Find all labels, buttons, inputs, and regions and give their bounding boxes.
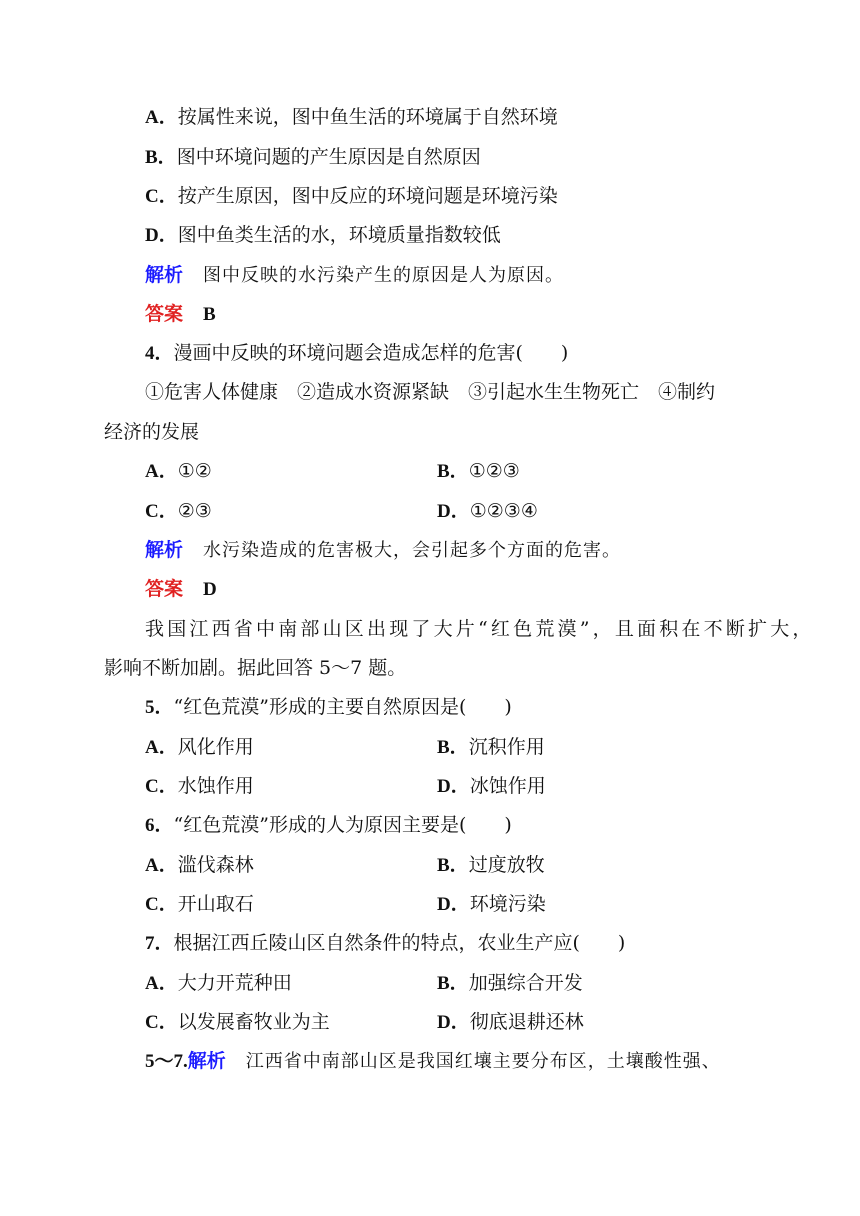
q4-options-row1 — [145, 458, 765, 485]
analysis-label: 解析 — [187, 1050, 226, 1072]
option-text: 开山取石 — [177, 893, 254, 915]
question-text: “红色荒漠”形成的人为原因主要是( ) — [173, 814, 512, 836]
answer-value: D — [203, 579, 217, 600]
option-text: 图中环境问题的产生原因是自然原因 — [176, 146, 481, 168]
q3-answer — [145, 301, 216, 328]
q4-items-line2 — [104, 419, 199, 445]
option-label: A． — [145, 107, 178, 128]
option-text: 环境污染 — [469, 893, 546, 915]
option-label: D． — [437, 776, 470, 797]
option-label: B． — [437, 461, 469, 482]
intro-line2 — [104, 655, 406, 681]
q3-option-b — [145, 144, 481, 171]
option-label: A． — [145, 737, 178, 758]
option-text: 加强综合开发 — [468, 972, 583, 994]
option-text: 水蚀作用 — [177, 775, 254, 797]
option-text: ②③ — [177, 500, 212, 522]
option-text: 按产生原因，图中反应的环境问题是环境污染 — [177, 185, 558, 207]
q7-option-c — [145, 1011, 330, 1033]
question-text: “红色荒漠”形成的主要自然原因是( ) — [173, 696, 512, 718]
option-text: 风化作用 — [177, 736, 254, 758]
option-text: 滥伐森林 — [177, 854, 254, 876]
option-label: B． — [437, 973, 469, 994]
q7-option-a — [145, 972, 292, 994]
option-label: D． — [437, 1012, 470, 1033]
option-label: C． — [145, 894, 178, 915]
option-text: 图中鱼类生活的水，环境质量指数较低 — [177, 224, 501, 246]
q5-7-analysis — [145, 1048, 721, 1075]
question-number: 5． — [145, 697, 174, 718]
question-number: 4． — [145, 343, 174, 364]
q4-answer — [145, 576, 217, 603]
analysis-prefix: 5～7. — [145, 1051, 188, 1072]
option-label: D． — [437, 894, 470, 915]
q5-option-a — [145, 736, 254, 758]
q4-analysis — [145, 537, 621, 564]
q6-option-d — [437, 891, 546, 918]
q5-option-b — [437, 734, 545, 761]
q6-stem — [145, 812, 512, 839]
q6-option-c — [145, 893, 254, 915]
option-label: C． — [145, 501, 178, 522]
question-text: 漫画中反映的环境问题会造成怎样的危害( ) — [173, 342, 569, 364]
q6-option-b — [437, 852, 545, 879]
q5-options-row2 — [145, 773, 765, 800]
q6-options-row1 — [145, 852, 765, 879]
q4-options-row2 — [145, 498, 765, 525]
q4-items-text: ①危害人体健康 ②造成水资源紧缺 ③引起水生生物死亡 ④制约 — [145, 381, 716, 403]
q7-options-row2 — [145, 1009, 765, 1036]
option-label: D． — [437, 501, 470, 522]
option-label: C． — [145, 776, 178, 797]
option-text: 沉积作用 — [468, 736, 545, 758]
answer-label: 答案 — [145, 578, 184, 600]
q4-option-d — [437, 498, 538, 525]
q4-option-a — [145, 460, 212, 482]
option-text: 以发展畜牧业为主 — [177, 1011, 330, 1033]
question-number: 7． — [145, 933, 174, 954]
option-label: C． — [145, 186, 178, 207]
q4-items-line1 — [145, 379, 715, 405]
q5-option-c — [145, 775, 254, 797]
option-text: 过度放牧 — [468, 854, 545, 876]
option-label: B． — [145, 147, 177, 168]
q5-option-d — [437, 773, 546, 800]
question-number: 6． — [145, 815, 174, 836]
intro-text: 我国江西省中南部山区出现了大片“红色荒漠”，且面积在不断扩大， — [145, 618, 815, 640]
q3-analysis — [145, 262, 564, 289]
q4-items-text-cont: 经济的发展 — [104, 421, 200, 443]
q7-stem — [145, 930, 625, 957]
analysis-text: 图中反映的水污染产生的原因是人为原因。 — [203, 265, 565, 286]
q5-stem — [145, 694, 512, 721]
intro-text-cont: 影响不断加剧。据此回答 5～7 题。 — [104, 657, 407, 679]
analysis-label: 解析 — [145, 539, 184, 561]
option-text: 彻底退耕还林 — [469, 1011, 584, 1033]
q7-option-d — [437, 1009, 584, 1036]
analysis-label: 解析 — [145, 264, 184, 286]
option-label: C． — [145, 1012, 178, 1033]
analysis-text: 江西省中南部山区是我国红壤主要分布区，土壤酸性强、 — [245, 1051, 721, 1072]
q5-options-row1 — [145, 734, 765, 761]
q4-option-c — [145, 500, 212, 522]
option-label: D． — [145, 225, 178, 246]
q4-option-b — [437, 458, 520, 485]
q7-option-b — [437, 970, 583, 997]
option-label: B． — [437, 737, 469, 758]
option-text: 冰蚀作用 — [469, 775, 546, 797]
option-text: ①②③ — [468, 460, 520, 482]
answer-label: 答案 — [145, 303, 184, 325]
option-label: A． — [145, 973, 178, 994]
option-label: B． — [437, 855, 469, 876]
option-text: ①② — [177, 460, 212, 482]
q4-stem — [145, 340, 568, 367]
q3-option-d — [145, 222, 501, 249]
q6-options-row2 — [145, 891, 765, 918]
analysis-text: 水污染造成的危害极大，会引起多个方面的危害。 — [203, 540, 622, 561]
question-text: 根据江西丘陵山区自然条件的特点，农业生产应( ) — [173, 932, 626, 954]
q3-option-c — [145, 183, 558, 210]
q6-option-a — [145, 854, 254, 876]
option-label: A． — [145, 855, 178, 876]
intro-line1 — [145, 616, 815, 642]
option-label: A． — [145, 461, 178, 482]
answer-value: B — [203, 304, 216, 325]
option-text: 大力开荒种田 — [177, 972, 292, 994]
option-text: ①②③④ — [469, 500, 538, 522]
q3-option-a — [145, 104, 558, 131]
q7-options-row1 — [145, 970, 765, 997]
option-text: 按属性来说，图中鱼生活的环境属于自然环境 — [177, 106, 558, 128]
